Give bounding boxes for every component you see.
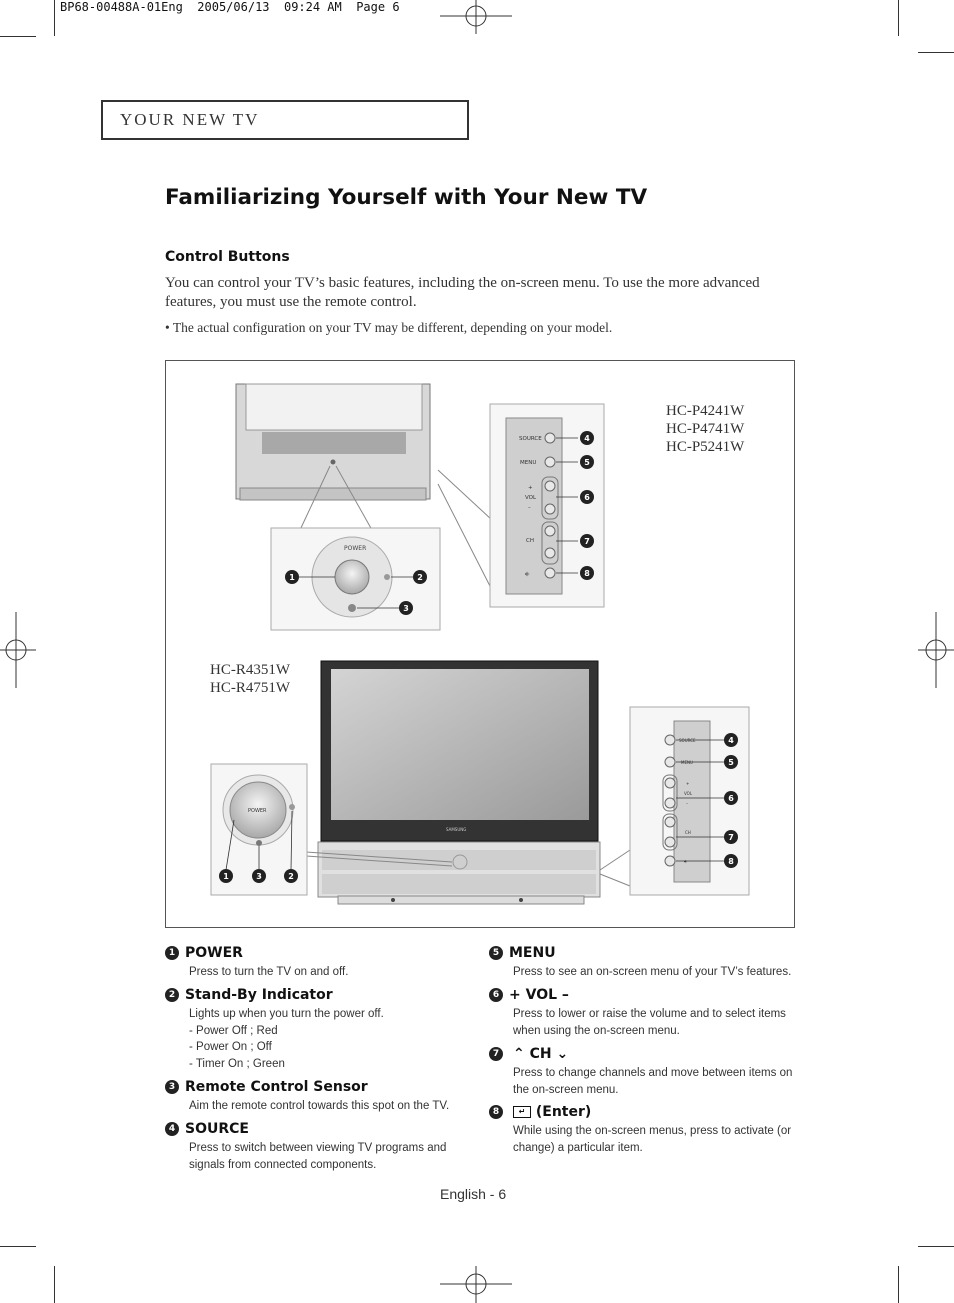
svg-text:3: 3 bbox=[256, 872, 262, 881]
svg-text:7: 7 bbox=[584, 537, 590, 546]
item-enter: 8 ↵ (Enter) While using the on-screen menus, press to activate (or change) a particular item. bbox=[489, 1103, 791, 1156]
svg-text:2: 2 bbox=[417, 573, 423, 582]
svg-text:–: – bbox=[686, 801, 688, 806]
svg-text:⎆: ⎆ bbox=[684, 859, 688, 864]
svg-text:+: + bbox=[528, 485, 533, 491]
svg-text:CH: CH bbox=[526, 538, 534, 544]
svg-text:SOURCE: SOURCE bbox=[519, 436, 542, 442]
svg-text:5: 5 bbox=[728, 758, 734, 767]
svg-text:VOL: VOL bbox=[684, 791, 693, 796]
sub-title: Control Buttons bbox=[165, 249, 290, 265]
item-source: 4 SOURCE Press to switch between viewing TV programs and signals from connected components. bbox=[165, 1120, 446, 1173]
model-list-top: HC-P4241W HC-P4741W HC-P5241W bbox=[666, 403, 745, 455]
svg-text:5: 5 bbox=[584, 458, 590, 467]
item-vol: 6 + VOL – Press to lower or raise the volume and to select items when using the on-screen menu. bbox=[489, 986, 786, 1039]
svg-text:SAMSUNG: SAMSUNG bbox=[446, 827, 467, 832]
svg-text:POWER: POWER bbox=[248, 808, 267, 814]
svg-text:4: 4 bbox=[728, 736, 734, 745]
svg-text:6: 6 bbox=[584, 493, 590, 502]
item-power: 1 POWER Press to turn the TV on and off. bbox=[165, 944, 348, 981]
svg-text:CH: CH bbox=[685, 830, 691, 835]
svg-text:+: + bbox=[686, 781, 690, 786]
svg-text:⎆: ⎆ bbox=[525, 572, 530, 578]
enter-icon: ↵ bbox=[513, 1106, 531, 1118]
svg-text:SOURCE: SOURCE bbox=[679, 738, 696, 743]
power-label: POWER bbox=[344, 545, 367, 552]
svg-text:VOL: VOL bbox=[525, 495, 537, 501]
bottom-tv bbox=[318, 661, 600, 904]
svg-text:8: 8 bbox=[584, 569, 590, 578]
section-label: YOUR NEW TV bbox=[120, 110, 260, 129]
item-ch: 7 ⌃ CH ⌄ Press to change channels and move between items on the on-screen menu. bbox=[489, 1045, 792, 1098]
note-bullet: • The actual configuration on your TV may be different, depending on your model. bbox=[165, 320, 613, 335]
svg-text:1: 1 bbox=[223, 872, 229, 881]
chevron-up-icon: ⌃ bbox=[513, 1046, 525, 1063]
print-header: BP68-00488A-01Eng 2005/06/13 09:24 AM Page 6 bbox=[60, 0, 400, 14]
page-footer: English - 6 bbox=[440, 1186, 507, 1202]
svg-text:1: 1 bbox=[289, 573, 295, 582]
page-title: Familiarizing Yourself with Your New TV bbox=[165, 185, 648, 210]
svg-text:3: 3 bbox=[403, 604, 409, 613]
svg-text:6: 6 bbox=[728, 794, 734, 803]
top-tv-front bbox=[236, 384, 430, 500]
model-list-bottom: HC-R4351W HC-R4751W bbox=[210, 662, 290, 696]
item-remote-sensor: 3 Remote Control Sensor Aim the remote control towards this spot on the TV. bbox=[165, 1078, 449, 1115]
svg-text:8: 8 bbox=[728, 857, 734, 866]
intro-paragraph: You can control your TV’s basic features, including the on-screen menu. To use the more advanced features, you must use the remote control. bbox=[165, 275, 760, 310]
svg-text:–: – bbox=[528, 505, 531, 511]
item-menu: 5 MENU Press to see an on-screen menu of your TV’s features. bbox=[489, 944, 791, 981]
svg-text:7: 7 bbox=[728, 833, 734, 842]
chevron-down-icon: ⌄ bbox=[556, 1046, 569, 1063]
item-standby-indicator: 2 Stand-By Indicator Lights up when you turn the power off. - Power Off ; Red - Power On ; Off - Timer On ; Green bbox=[165, 986, 384, 1072]
svg-text:2: 2 bbox=[288, 872, 294, 881]
svg-text:MENU: MENU bbox=[681, 760, 693, 765]
svg-text:MENU: MENU bbox=[520, 460, 537, 466]
svg-text:4: 4 bbox=[584, 434, 590, 443]
